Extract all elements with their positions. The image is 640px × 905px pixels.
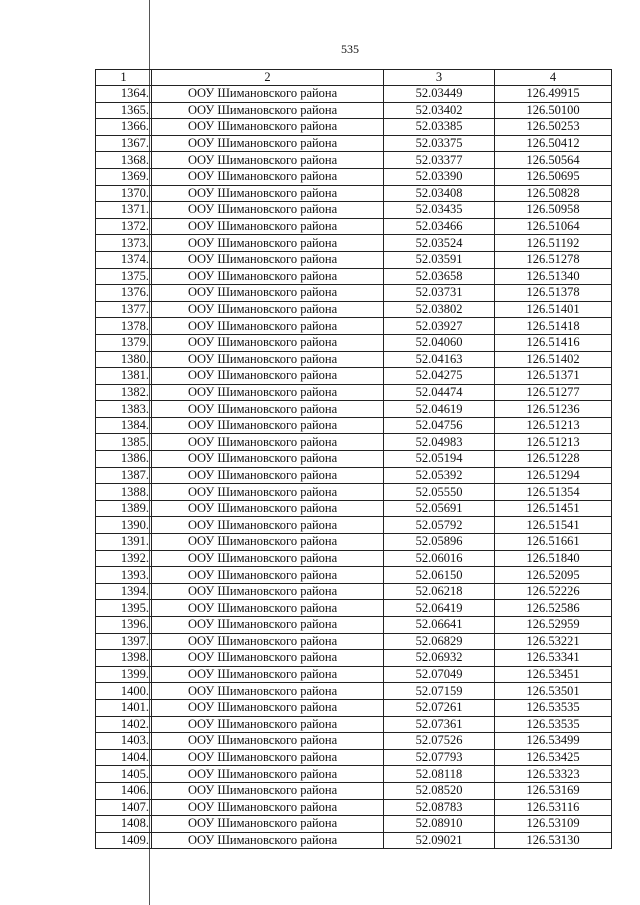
- row-number-cell: 1407.: [96, 799, 152, 816]
- longitude-cell: 126.50958: [495, 202, 612, 219]
- table-row: [96, 733, 612, 750]
- latitude-cell: 52.05392: [384, 467, 495, 484]
- longitude-cell: 126.51213: [495, 417, 612, 434]
- latitude-cell: 52.07526: [384, 733, 495, 750]
- latitude-cell: 52.06829: [384, 633, 495, 650]
- organization-cell: ООУ Шимановского района: [152, 733, 384, 750]
- longitude-cell: 126.51277: [495, 384, 612, 401]
- table-row: [96, 749, 612, 766]
- coordinates-table: [95, 69, 612, 849]
- table-row: [96, 782, 612, 799]
- table-row: [96, 666, 612, 683]
- longitude-cell: 126.51213: [495, 434, 612, 451]
- table-row: [96, 517, 612, 534]
- row-number-cell: 1380.: [96, 351, 152, 368]
- table-header-row: [96, 70, 612, 86]
- row-number-cell: 1364.: [96, 86, 152, 103]
- organization-cell: ООУ Шимановского района: [152, 567, 384, 584]
- longitude-cell: 126.51236: [495, 401, 612, 418]
- organization-cell: ООУ Шимановского района: [152, 666, 384, 683]
- row-number-cell: 1365.: [96, 102, 152, 119]
- organization-cell: ООУ Шимановского района: [152, 451, 384, 468]
- longitude-cell: 126.53341: [495, 650, 612, 667]
- row-number-cell: 1378.: [96, 318, 152, 335]
- row-number-cell: 1386.: [96, 451, 152, 468]
- latitude-cell: 52.03385: [384, 119, 495, 136]
- longitude-cell: 126.52959: [495, 617, 612, 634]
- organization-cell: ООУ Шимановского района: [152, 168, 384, 185]
- row-number-cell: 1382.: [96, 384, 152, 401]
- longitude-cell: 126.53501: [495, 683, 612, 700]
- latitude-cell: 52.07049: [384, 666, 495, 683]
- longitude-cell: 126.50564: [495, 152, 612, 169]
- organization-cell: ООУ Шимановского района: [152, 417, 384, 434]
- table-row: [96, 550, 612, 567]
- longitude-cell: 126.51401: [495, 301, 612, 318]
- latitude-cell: 52.03591: [384, 251, 495, 268]
- organization-cell: ООУ Шимановского района: [152, 235, 384, 252]
- organization-cell: ООУ Шимановского района: [152, 583, 384, 600]
- longitude-cell: 126.51192: [495, 235, 612, 252]
- row-number-cell: 1375.: [96, 268, 152, 285]
- table-row: [96, 583, 612, 600]
- latitude-cell: 52.03449: [384, 86, 495, 103]
- row-number-cell: 1374.: [96, 251, 152, 268]
- row-number-cell: 1399.: [96, 666, 152, 683]
- row-number-cell: 1408.: [96, 816, 152, 833]
- organization-cell: ООУ Шимановского района: [152, 102, 384, 119]
- table-row: [96, 500, 612, 517]
- organization-cell: ООУ Шимановского района: [152, 683, 384, 700]
- row-number-cell: 1395.: [96, 600, 152, 617]
- longitude-cell: 126.51416: [495, 334, 612, 351]
- column-header-3: 3: [384, 70, 495, 86]
- table-row: [96, 683, 612, 700]
- latitude-cell: 52.05550: [384, 484, 495, 501]
- table-row: [96, 268, 612, 285]
- longitude-cell: 126.53535: [495, 699, 612, 716]
- latitude-cell: 52.03390: [384, 168, 495, 185]
- latitude-cell: 52.03802: [384, 301, 495, 318]
- table-row: [96, 251, 612, 268]
- row-number-cell: 1401.: [96, 699, 152, 716]
- organization-cell: ООУ Шимановского района: [152, 484, 384, 501]
- latitude-cell: 52.03927: [384, 318, 495, 335]
- latitude-cell: 52.05896: [384, 534, 495, 551]
- longitude-cell: 126.53499: [495, 733, 612, 750]
- row-number-cell: 1397.: [96, 633, 152, 650]
- table-row: [96, 86, 612, 103]
- table-row: [96, 832, 612, 849]
- organization-cell: ООУ Шимановского района: [152, 716, 384, 733]
- table-row: [96, 202, 612, 219]
- table-body: [96, 86, 612, 849]
- organization-cell: ООУ Шимановского района: [152, 816, 384, 833]
- table-row: [96, 152, 612, 169]
- longitude-cell: 126.51418: [495, 318, 612, 335]
- table-row: [96, 600, 612, 617]
- longitude-cell: 126.51278: [495, 251, 612, 268]
- row-number-cell: 1389.: [96, 500, 152, 517]
- organization-cell: ООУ Шимановского района: [152, 699, 384, 716]
- longitude-cell: 126.51402: [495, 351, 612, 368]
- row-number-cell: 1409.: [96, 832, 152, 849]
- row-number-cell: 1373.: [96, 235, 152, 252]
- longitude-cell: 126.52226: [495, 583, 612, 600]
- longitude-cell: 126.50695: [495, 168, 612, 185]
- longitude-cell: 126.51840: [495, 550, 612, 567]
- row-number-cell: 1384.: [96, 417, 152, 434]
- longitude-cell: 126.49915: [495, 86, 612, 103]
- row-number-cell: 1372.: [96, 218, 152, 235]
- latitude-cell: 52.05194: [384, 451, 495, 468]
- organization-cell: ООУ Шимановского района: [152, 650, 384, 667]
- latitude-cell: 52.03658: [384, 268, 495, 285]
- row-number-cell: 1383.: [96, 401, 152, 418]
- row-number-cell: 1390.: [96, 517, 152, 534]
- row-number-cell: 1385.: [96, 434, 152, 451]
- organization-cell: ООУ Шимановского района: [152, 500, 384, 517]
- longitude-cell: 126.50100: [495, 102, 612, 119]
- organization-cell: ООУ Шимановского района: [152, 185, 384, 202]
- organization-cell: ООУ Шимановского района: [152, 285, 384, 302]
- table-row: [96, 534, 612, 551]
- longitude-cell: 126.51661: [495, 534, 612, 551]
- longitude-cell: 126.51541: [495, 517, 612, 534]
- row-number-cell: 1387.: [96, 467, 152, 484]
- longitude-cell: 126.52095: [495, 567, 612, 584]
- table-row: [96, 318, 612, 335]
- row-number-cell: 1369.: [96, 168, 152, 185]
- longitude-cell: 126.53451: [495, 666, 612, 683]
- column-header-1: 1: [96, 70, 152, 86]
- latitude-cell: 52.05691: [384, 500, 495, 517]
- longitude-cell: 126.53425: [495, 749, 612, 766]
- longitude-cell: 126.53221: [495, 633, 612, 650]
- latitude-cell: 52.04983: [384, 434, 495, 451]
- row-number-cell: 1403.: [96, 733, 152, 750]
- organization-cell: ООУ Шимановского района: [152, 268, 384, 285]
- row-number-cell: 1379.: [96, 334, 152, 351]
- organization-cell: ООУ Шимановского района: [152, 600, 384, 617]
- table-row: [96, 334, 612, 351]
- row-number-cell: 1368.: [96, 152, 152, 169]
- row-number-cell: 1394.: [96, 583, 152, 600]
- table-row: [96, 451, 612, 468]
- latitude-cell: 52.08520: [384, 782, 495, 799]
- latitude-cell: 52.03408: [384, 185, 495, 202]
- organization-cell: ООУ Шимановского района: [152, 434, 384, 451]
- table-row: [96, 351, 612, 368]
- latitude-cell: 52.04756: [384, 417, 495, 434]
- latitude-cell: 52.06419: [384, 600, 495, 617]
- row-number-cell: 1396.: [96, 617, 152, 634]
- row-number-cell: 1398.: [96, 650, 152, 667]
- latitude-cell: 52.07159: [384, 683, 495, 700]
- longitude-cell: 126.53323: [495, 766, 612, 783]
- row-number-cell: 1392.: [96, 550, 152, 567]
- organization-cell: ООУ Шимановского района: [152, 251, 384, 268]
- table-row: [96, 650, 612, 667]
- latitude-cell: 52.06641: [384, 617, 495, 634]
- table-row: [96, 633, 612, 650]
- longitude-cell: 126.51354: [495, 484, 612, 501]
- table-row: [96, 484, 612, 501]
- latitude-cell: 52.03377: [384, 152, 495, 169]
- table-row: [96, 567, 612, 584]
- organization-cell: ООУ Шимановского района: [152, 318, 384, 335]
- table-row: [96, 235, 612, 252]
- latitude-cell: 52.09021: [384, 832, 495, 849]
- table-row: [96, 301, 612, 318]
- row-number-cell: 1405.: [96, 766, 152, 783]
- organization-cell: ООУ Шимановского района: [152, 152, 384, 169]
- latitude-cell: 52.04163: [384, 351, 495, 368]
- longitude-cell: 126.50253: [495, 119, 612, 136]
- latitude-cell: 52.04619: [384, 401, 495, 418]
- latitude-cell: 52.07361: [384, 716, 495, 733]
- organization-cell: ООУ Шимановского района: [152, 384, 384, 401]
- table-row: [96, 384, 612, 401]
- row-number-cell: 1391.: [96, 534, 152, 551]
- table-row: [96, 185, 612, 202]
- column-header-4: 4: [495, 70, 612, 86]
- latitude-cell: 52.07793: [384, 749, 495, 766]
- longitude-cell: 126.51340: [495, 268, 612, 285]
- row-number-cell: 1404.: [96, 749, 152, 766]
- table-row: [96, 285, 612, 302]
- longitude-cell: 126.51378: [495, 285, 612, 302]
- latitude-cell: 52.04275: [384, 368, 495, 385]
- table-row: [96, 617, 612, 634]
- latitude-cell: 52.06932: [384, 650, 495, 667]
- organization-cell: ООУ Шимановского района: [152, 617, 384, 634]
- organization-cell: ООУ Шимановского района: [152, 119, 384, 136]
- table-row: [96, 368, 612, 385]
- row-number-cell: 1393.: [96, 567, 152, 584]
- table-row: [96, 102, 612, 119]
- organization-cell: ООУ Шимановского района: [152, 86, 384, 103]
- latitude-cell: 52.03466: [384, 218, 495, 235]
- table-row: [96, 401, 612, 418]
- row-number-cell: 1370.: [96, 185, 152, 202]
- longitude-cell: 126.53130: [495, 832, 612, 849]
- longitude-cell: 126.50828: [495, 185, 612, 202]
- table-row: [96, 766, 612, 783]
- organization-cell: ООУ Шимановского района: [152, 135, 384, 152]
- latitude-cell: 52.07261: [384, 699, 495, 716]
- longitude-cell: 126.53109: [495, 816, 612, 833]
- longitude-cell: 126.51228: [495, 451, 612, 468]
- latitude-cell: 52.05792: [384, 517, 495, 534]
- longitude-cell: 126.50412: [495, 135, 612, 152]
- organization-cell: ООУ Шимановского района: [152, 799, 384, 816]
- organization-cell: ООУ Шимановского района: [152, 782, 384, 799]
- latitude-cell: 52.04474: [384, 384, 495, 401]
- latitude-cell: 52.03435: [384, 202, 495, 219]
- latitude-cell: 52.06016: [384, 550, 495, 567]
- table-row: [96, 135, 612, 152]
- row-number-cell: 1400.: [96, 683, 152, 700]
- organization-cell: ООУ Шимановского района: [152, 202, 384, 219]
- longitude-cell: 126.51451: [495, 500, 612, 517]
- row-number-cell: 1366.: [96, 119, 152, 136]
- organization-cell: ООУ Шимановского района: [152, 534, 384, 551]
- table-row: [96, 434, 612, 451]
- longitude-cell: 126.53535: [495, 716, 612, 733]
- organization-cell: ООУ Шимановского района: [152, 467, 384, 484]
- longitude-cell: 126.52586: [495, 600, 612, 617]
- table-row: [96, 816, 612, 833]
- longitude-cell: 126.51371: [495, 368, 612, 385]
- row-number-cell: 1367.: [96, 135, 152, 152]
- organization-cell: ООУ Шимановского района: [152, 368, 384, 385]
- column-header-2: 2: [152, 70, 384, 86]
- row-number-cell: 1402.: [96, 716, 152, 733]
- latitude-cell: 52.08783: [384, 799, 495, 816]
- latitude-cell: 52.08910: [384, 816, 495, 833]
- latitude-cell: 52.03402: [384, 102, 495, 119]
- table-row: [96, 119, 612, 136]
- table-row: [96, 218, 612, 235]
- table-row: [96, 799, 612, 816]
- page-number: 535: [341, 42, 359, 56]
- row-number-cell: 1406.: [96, 782, 152, 799]
- organization-cell: ООУ Шимановского района: [152, 351, 384, 368]
- row-number-cell: 1377.: [96, 301, 152, 318]
- longitude-cell: 126.53169: [495, 782, 612, 799]
- latitude-cell: 52.04060: [384, 334, 495, 351]
- table-row: [96, 168, 612, 185]
- row-number-cell: 1376.: [96, 285, 152, 302]
- organization-cell: ООУ Шимановского района: [152, 766, 384, 783]
- row-number-cell: 1381.: [96, 368, 152, 385]
- latitude-cell: 52.06218: [384, 583, 495, 600]
- row-number-cell: 1371.: [96, 202, 152, 219]
- latitude-cell: 52.03731: [384, 285, 495, 302]
- latitude-cell: 52.06150: [384, 567, 495, 584]
- organization-cell: ООУ Шимановского района: [152, 301, 384, 318]
- table-row: [96, 417, 612, 434]
- latitude-cell: 52.08118: [384, 766, 495, 783]
- latitude-cell: 52.03375: [384, 135, 495, 152]
- organization-cell: ООУ Шимановского района: [152, 832, 384, 849]
- longitude-cell: 126.51294: [495, 467, 612, 484]
- organization-cell: ООУ Шимановского района: [152, 401, 384, 418]
- organization-cell: ООУ Шимановского района: [152, 550, 384, 567]
- latitude-cell: 52.03524: [384, 235, 495, 252]
- table-row: [96, 467, 612, 484]
- row-number-cell: 1388.: [96, 484, 152, 501]
- organization-cell: ООУ Шимановского района: [152, 749, 384, 766]
- organization-cell: ООУ Шимановского района: [152, 517, 384, 534]
- organization-cell: ООУ Шимановского района: [152, 218, 384, 235]
- organization-cell: ООУ Шимановского района: [152, 334, 384, 351]
- table-row: [96, 716, 612, 733]
- longitude-cell: 126.53116: [495, 799, 612, 816]
- longitude-cell: 126.51064: [495, 218, 612, 235]
- organization-cell: ООУ Шимановского района: [152, 633, 384, 650]
- table-row: [96, 699, 612, 716]
